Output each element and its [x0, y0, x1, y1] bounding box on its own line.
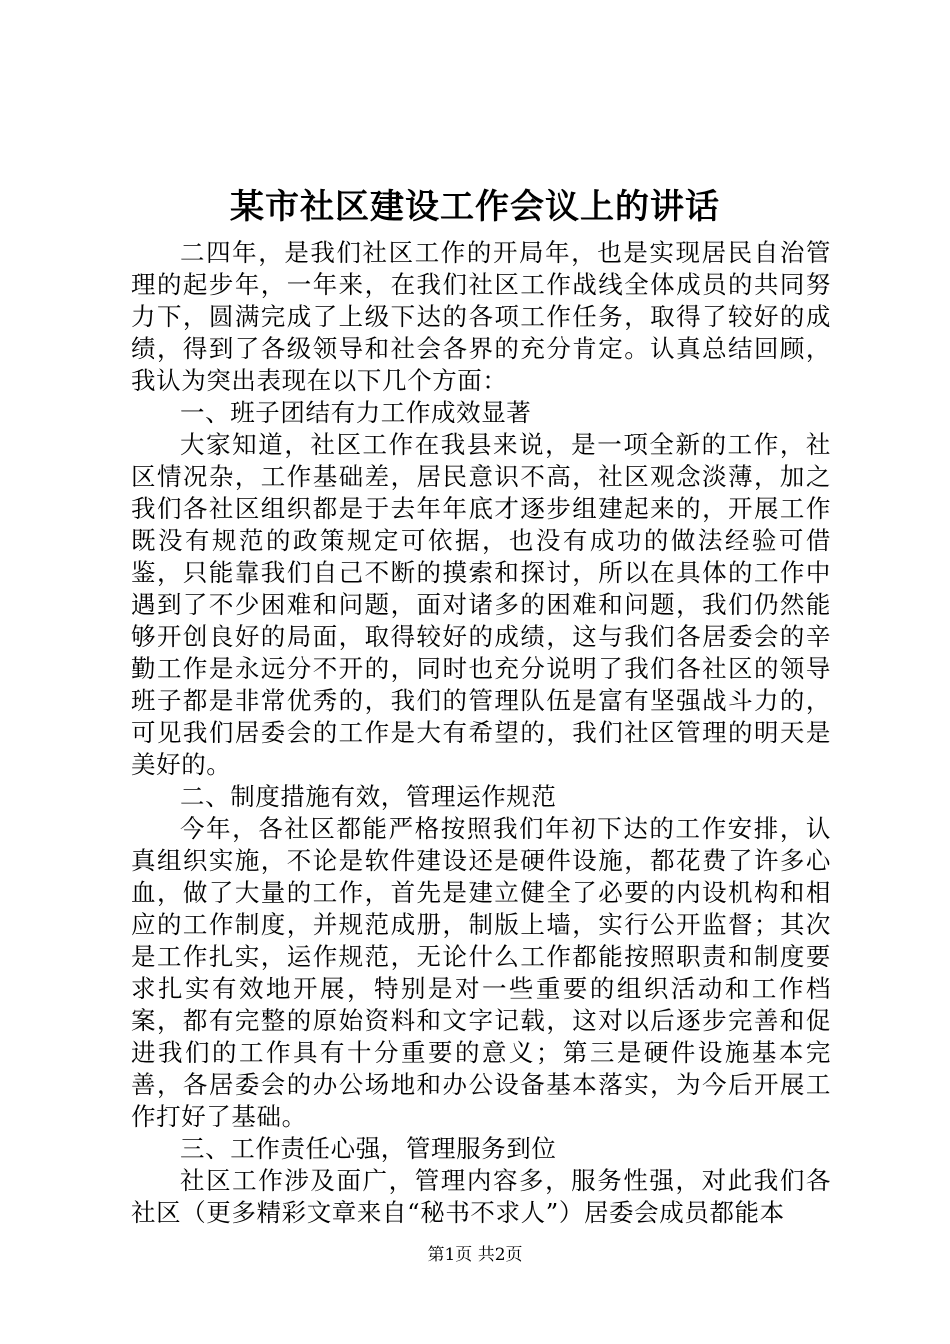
document-title: 某市社区建设工作会议上的讲话 — [230, 187, 720, 227]
section-heading-2: 二、制度措施有效，管理运作规范 — [180, 782, 557, 811]
paragraph-section-1: 大家知道，社区工作在我县来说，是一项全新的工作，社区情况杂，工作基础差，居民意识不高，社区观念淡薄，加之我们各社区组织都是于去年年底才逐步组建起来的，开展工作既没有规范的政策规定可依据，也没有成功的做法经验可借鉴，只能靠我们自己不断的摸索和探讨，所以在具体的工作中遇到了不少困难和问题，面对诸多的困难和问题，我们仍然能够开创良好的局面，取得较好的成绩，这与我们各居委会的辛勤工作是永远分不开的，同时也充分说明了我们各社区的领导班子都是非常优秀的，我们的管理队伍是富有坚强战斗力的，可见我们居委会的工作是大有希望的，我们社区管理的明天是美好的。 — [131, 430, 831, 779]
paragraph-intro: 二四年，是我们社区工作的开局年，也是实现居民自治管理的起步年，一年来，在我们社区工作战线全体成员的共同努力下，圆满完成了上级下达的各项工作任务，取得了较好的成绩，得到了各级领导和社会各界的充分肯定。认真总结回顾，我认为突出表现在以下几个方面： — [131, 238, 831, 395]
section-heading-1: 一、班子团结有力工作成效显著 — [180, 398, 532, 427]
page-number-footer: 第1页 共2页 — [427, 1245, 523, 1265]
paragraph-section-3: 社区工作涉及面广，管理内容多，服务性强，对此我们各社区（更多精彩文章来自“秘书不求人”）居委会成员都能本 — [131, 1166, 831, 1227]
document-body — [131, 237, 831, 1229]
section-heading-3: 三、工作责任心强，管理服务到位 — [180, 1134, 557, 1163]
paragraph-section-2: 今年，各社区都能严格按照我们年初下达的工作安排，认真组织实施，不论是软件建设还是硬件设施，都花费了许多心血，做了大量的工作，首先是建立健全了必要的内设机构和相应的工作制度，并规范成册，制版上墙，实行公开监督；其次是工作扎实，运作规范，无论什么工作都能按照职责和制度要求扎实有效地开展，特别是对一些重要的组织活动和工作档案，都有完整的原始资料和文字记载，这对以后逐步完善和促进我们的工作具有十分重要的意义；第三是硬件设施基本完善，各居委会的办公场地和办公设备基本落实，为今后开展工作打好了基础。 — [131, 814, 831, 1131]
